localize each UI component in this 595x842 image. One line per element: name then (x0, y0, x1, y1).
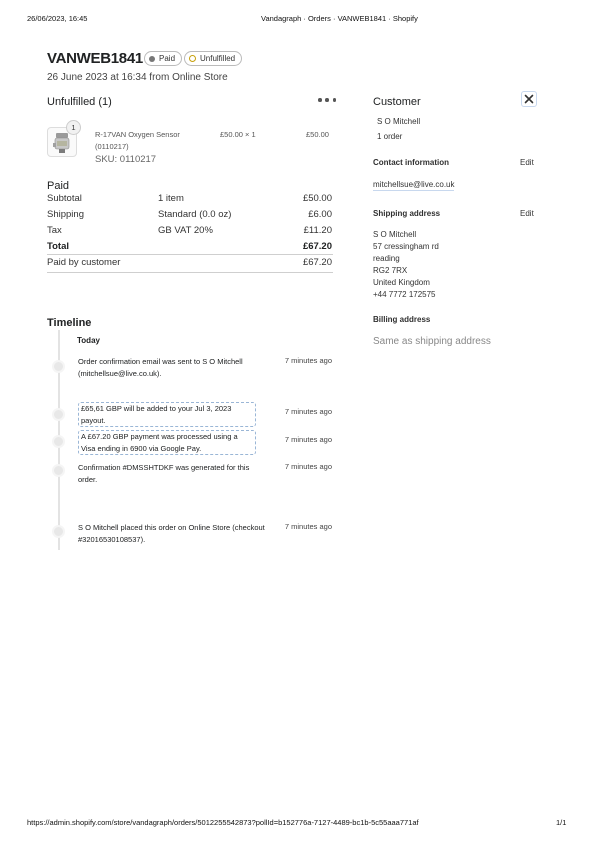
tax-label: Tax (47, 225, 62, 236)
timeline-event: Confirmation #DMSSHTDKF was generated for this order. (78, 463, 250, 484)
print-page-number: 1/1 (556, 818, 567, 827)
timeline-title: Timeline (47, 317, 92, 329)
timeline-event-time: 7 minutes ago (284, 435, 332, 444)
total-amount: £67.20 (302, 241, 332, 252)
edit-shipping-link[interactable]: Edit (520, 209, 534, 218)
contact-info-title: Contact information (373, 158, 449, 167)
divider (47, 254, 333, 255)
payment-status-label: Paid (159, 54, 176, 63)
payment-status-badge (144, 51, 182, 66)
line-item-code: (0110217) (95, 142, 129, 151)
timeline-dot (52, 360, 65, 373)
order-number: VANWEB1841 (47, 50, 143, 67)
timeline-event: Order confirmation email was sent to S O Mitchell (mitchellsue@live.co.uk). (78, 357, 243, 378)
fulfillment-status-label: Unfulfilled (200, 54, 236, 63)
more-horizontal-icon[interactable] (318, 94, 336, 106)
subtotal-detail: 1 item (158, 193, 184, 204)
unfulfilled-title: Unfulfilled (1) (47, 96, 112, 108)
subtotal-amount: £50.00 (302, 193, 332, 204)
print-datetime: 26/06/2023, 16:45 (27, 14, 88, 23)
shipping-amount: £6.00 (308, 209, 332, 220)
address-line: S O Mitchell (373, 230, 417, 239)
shipping-label: Shipping (47, 209, 84, 220)
shipping-address-title: Shipping address (373, 209, 441, 218)
tax-detail: GB VAT 20% (158, 225, 213, 236)
timeline-event-payment[interactable]: A £67.20 GBP payment was processed using a Visa ending in 6900 via Google Pay. (78, 430, 256, 455)
subtotal-label: Subtotal (47, 193, 82, 204)
timeline-event-time: 7 minutes ago (284, 522, 332, 531)
address-line: 57 cressingham rd (373, 242, 439, 251)
quantity-badge: 1 (66, 120, 81, 135)
payment-title: Paid (47, 180, 70, 192)
incomplete-circle-icon (189, 55, 196, 62)
line-item-sku: SKU: 0110217 (95, 154, 157, 165)
total-label: Total (47, 241, 69, 252)
timeline-dot (52, 525, 65, 538)
print-page-title: Vandagraph · Orders · VANWEB1841 · Shopify (261, 14, 418, 23)
timeline-event: S O Mitchell placed this order on Online Store (checkout #32016530108537). (78, 523, 265, 544)
line-item-total: £50.00 (306, 130, 329, 139)
address-line: reading (373, 254, 400, 263)
timeline-dot (52, 435, 65, 448)
billing-same-as-shipping: Same as shipping address (373, 336, 491, 347)
address-line: RG2 7RX (373, 266, 408, 275)
divider (47, 272, 333, 273)
customer-orders[interactable]: 1 order (377, 132, 403, 141)
timeline-dot (52, 408, 65, 421)
shipping-detail: Standard (0.0 oz) (158, 209, 232, 220)
fulfillment-status-badge (184, 51, 242, 66)
paid-by-customer-label: Paid by customer (47, 257, 121, 268)
customer-email[interactable]: mitchellsue@live.co.uk (373, 180, 455, 189)
status-dot-icon (149, 56, 155, 62)
timeline-event-time: 7 minutes ago (284, 407, 332, 416)
timeline-event-payout[interactable]: £65,61 GBP will be added to your Jul 3, 2023 payout. (78, 402, 256, 427)
timeline-event-time: 7 minutes ago (284, 462, 332, 471)
timeline-day: Today (77, 336, 100, 345)
print-url: https://admin.shopify.com/store/vandagraph/orders/5012255542873?pollId=b152776a-7127-4489-bc1b-5c55aaa771af (27, 818, 419, 827)
customer-name[interactable]: S O Mitchell (377, 117, 421, 126)
address-line: United Kingdom (373, 278, 430, 287)
close-button[interactable] (521, 91, 537, 107)
order-subtitle: 26 June 2023 at 16:34 from Online Store (47, 72, 228, 83)
line-item-price-qty: £50.00 × 1 (220, 130, 256, 139)
line-item-name[interactable]: R-17VAN Oxygen Sensor (95, 130, 180, 139)
paid-by-customer-amount: £67.20 (302, 257, 332, 268)
close-icon (524, 94, 534, 104)
phone-number: +44 7772 172575 (373, 290, 436, 299)
customer-title: Customer (373, 96, 421, 108)
billing-address-title: Billing address (373, 315, 431, 324)
edit-contact-link[interactable]: Edit (520, 158, 534, 167)
tax-amount: £11.20 (303, 225, 332, 236)
timeline-dot (52, 464, 65, 477)
timeline-event-time: 7 minutes ago (284, 356, 332, 365)
